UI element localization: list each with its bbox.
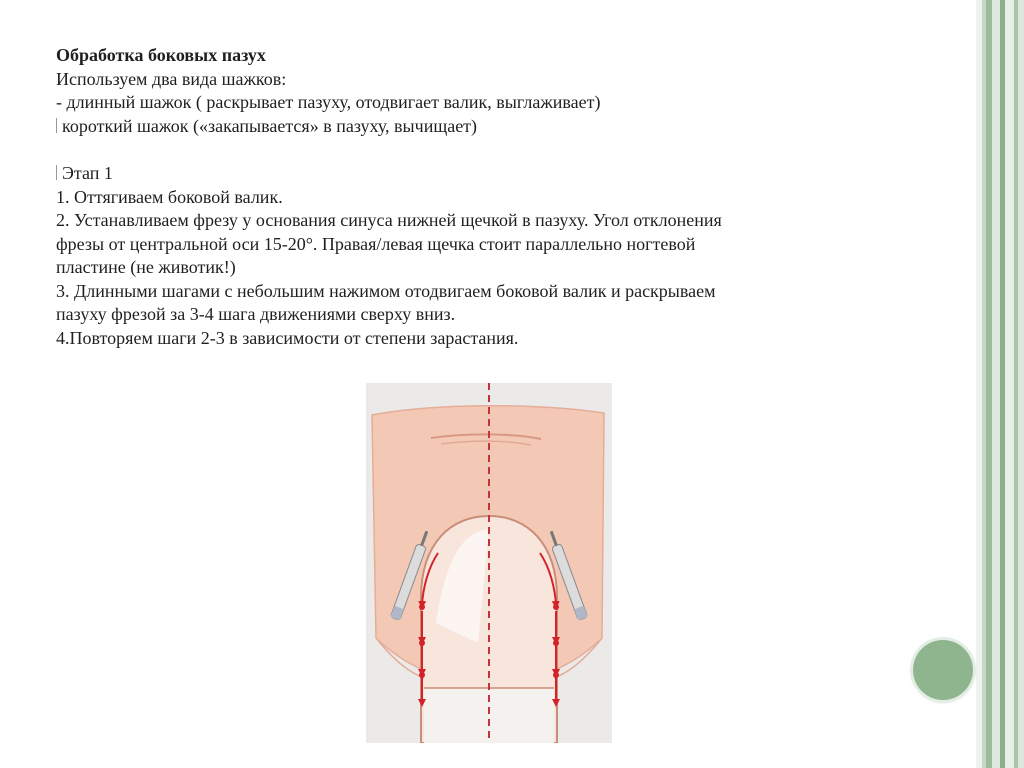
bullet-marker-icon bbox=[56, 165, 61, 180]
short-step-text: короткий шажок («закапывается» в пазуху, вычищает) bbox=[62, 115, 478, 136]
short-step-line bbox=[56, 115, 936, 139]
nail-sinus-illustration bbox=[366, 383, 612, 743]
step-line: 1. Оттягиваем боковой валик. bbox=[56, 186, 283, 207]
stage-title: Этап 1 bbox=[62, 163, 113, 183]
nail-sinus-processing-diagram-icon bbox=[366, 383, 612, 743]
long-step-line: - длинный шажок ( раскрывает пазуху, отодвигает валик, выглаживает) bbox=[56, 92, 601, 112]
bullet-marker-icon bbox=[56, 118, 61, 133]
step-line: пластине (не животик!) bbox=[56, 257, 236, 277]
stage-title-line bbox=[56, 162, 936, 186]
step-line: 4.Повторяем шаги 2-3 в зависимости от степени зарастания. bbox=[56, 327, 519, 348]
slide-title: Обработка боковых пазух bbox=[56, 45, 266, 65]
step-line: 2. Устанавливаем фрезу у основания синуса нижней щечкой в пазуху. Угол отклонения bbox=[56, 210, 722, 230]
spacer bbox=[56, 138, 936, 162]
step-line: 3. Длинными шагами с небольшим нажимом отодвигаем боковой валик и раскрываем bbox=[56, 280, 716, 301]
decorative-circle bbox=[913, 640, 973, 700]
slide-text bbox=[56, 44, 936, 350]
step-line: фрезы от центральной оси 15-20°. Правая/левая щечка стоит параллельно ногтевой bbox=[56, 233, 696, 254]
intro-line: Используем два вида шажков: bbox=[56, 68, 287, 89]
decorative-side-stripes bbox=[976, 0, 1024, 768]
step-line: пазуху фрезой за 3-4 шага движениями сверху вниз. bbox=[56, 304, 456, 324]
